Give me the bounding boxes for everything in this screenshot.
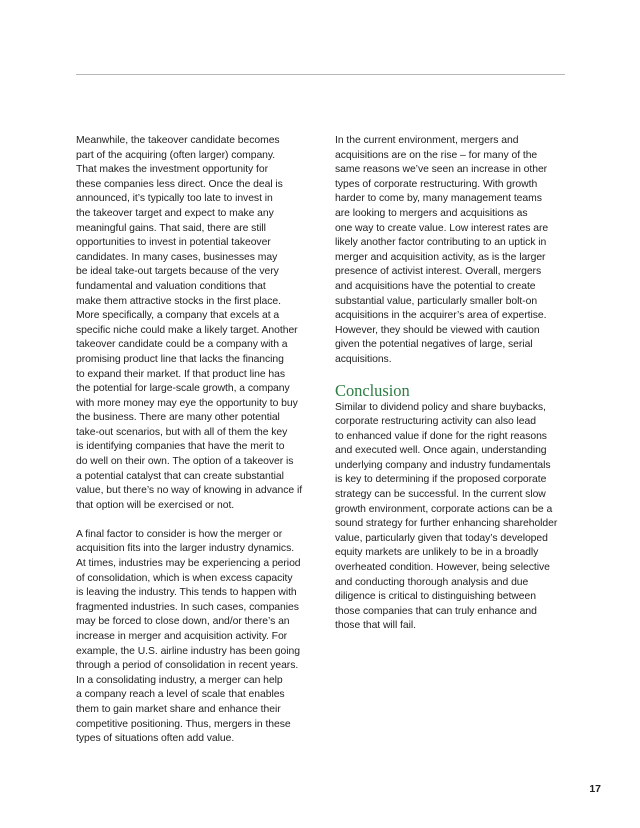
text-line: likely another factor contributing to an uptick in xyxy=(335,237,547,249)
text-line: types of corporate restructuring. With growth xyxy=(335,178,538,190)
text-line: opportunities to invest in potential takeover xyxy=(76,237,271,249)
text-line: In the current environment, mergers and xyxy=(335,135,519,146)
text-line: one way to create value. Low interest rates are xyxy=(335,222,549,234)
text-line: acquisitions in the acquirer’s area of expertise. xyxy=(335,310,547,322)
text-line: a potential catalyst that can create substantial xyxy=(76,470,284,482)
text-line: is leaving the industry. This tends to happen with xyxy=(76,587,297,599)
text-line: do well on their own. The option of a takeover is xyxy=(76,456,294,468)
text-line: More specifically, a company that excels at a xyxy=(76,310,280,322)
text-line: the takeover target and expect to make any xyxy=(76,207,274,219)
text-line: substantial value, particularly smaller bolt-on xyxy=(335,295,538,307)
text-line: fundamental and valuation conditions that xyxy=(76,280,266,292)
paragraph-current-environment xyxy=(335,134,571,368)
text-line: types of situations often add value. xyxy=(76,733,235,745)
left-column xyxy=(76,134,312,747)
text-line: presence of activist interest. Overall, mergers xyxy=(335,266,542,278)
text-line: corporate restructuring activity can also lead xyxy=(335,416,536,428)
section-heading-conclusion: Conclusion xyxy=(335,380,410,400)
text-line: candidates. In many cases, businesses may xyxy=(76,251,278,263)
text-line: same reasons we’ve seen an increase in other xyxy=(335,164,548,176)
text-line: is identifying companies that have the merit to xyxy=(76,441,285,453)
text-line: harder to come by, many management teams xyxy=(335,193,542,205)
text-line: At times, industries may be experiencing a period xyxy=(76,558,301,570)
header-rule xyxy=(76,74,565,75)
text-line: make them attractive stocks in the first place. xyxy=(76,295,281,307)
text-line: of consolidation, which is when excess capacity xyxy=(76,572,293,584)
text-line: is key to determining if the proposed corporate xyxy=(335,474,547,486)
text-line: those that will fail. xyxy=(335,620,416,632)
text-line: strategy can be successful. In the current slow xyxy=(335,489,546,501)
paragraph-industry-dynamics xyxy=(76,528,312,747)
text-line: acquisitions are on the rise – for many of the xyxy=(335,149,538,161)
text-line: a company reach a level of scale that enables xyxy=(76,689,285,701)
text-line: increase in merger and acquisition activity. For xyxy=(76,630,288,642)
text-line: competitive positioning. Thus, mergers in these xyxy=(76,718,291,730)
paragraph-takeover-candidates xyxy=(76,134,312,513)
text-line: given the potential negatives of large, serial xyxy=(335,339,533,351)
text-line: and executed well. Once again, understanding xyxy=(335,445,547,457)
text-line: part of the acquiring (often larger) company. xyxy=(76,149,276,161)
text-line: value, particularly given that today’s developed xyxy=(335,532,548,544)
text-line: are looking to mergers and acquisitions as xyxy=(335,207,528,219)
text-line: example, the U.S. airline industry has been going xyxy=(76,645,300,657)
text-line: acquisition fits into the larger industry dynamics. xyxy=(76,543,295,555)
text-line: those companies that can truly enhance and xyxy=(335,605,537,617)
text-line: equity markets are unlikely to be in a broadly xyxy=(335,547,539,559)
text-line: announced, it’s typically too late to invest in xyxy=(76,193,273,205)
text-line: the potential for large-scale growth, a company xyxy=(76,383,290,395)
text-line: that option will be exercised or not. xyxy=(76,499,235,511)
text-line: and conducting thorough analysis and due xyxy=(335,576,529,588)
text-line: fragmented industries. In such cases, companies xyxy=(76,601,299,613)
text-line: A final factor to consider is how the merger or xyxy=(76,528,283,540)
text-line: may be forced to close down, and/or there’s an xyxy=(76,616,290,628)
text-line: through a period of consolidation in recent years. xyxy=(76,660,299,672)
text-line: the business. There are many other potential xyxy=(76,412,280,424)
text-line: these companies less direct. Once the deal is xyxy=(76,178,283,190)
text-line: and acquisitions have the potential to create xyxy=(335,280,536,292)
text-line: them to gain market share and enhance their xyxy=(76,703,281,715)
text-line: However, they should be viewed with caution xyxy=(335,324,540,336)
text-line: be ideal take-out targets because of the very xyxy=(76,266,279,278)
text-line: promising product line that lacks the financing xyxy=(76,353,284,365)
right-column xyxy=(335,134,571,634)
text-line: Similar to dividend policy and share buybacks, xyxy=(335,401,546,413)
text-line: growth environment, corporate actions can be a xyxy=(335,503,553,515)
text-line: take-out scenarios, but with all of them the key xyxy=(76,426,288,438)
text-line: sound strategy for further enhancing shareholder xyxy=(335,518,558,530)
text-line: with more money may eye the opportunity to buy xyxy=(76,397,298,409)
text-line: merger and acquisition activity, as is the larger xyxy=(335,251,546,263)
text-line: That makes the investment opportunity for xyxy=(76,164,269,176)
text-line: meaningful gains. That said, there are still xyxy=(76,222,266,234)
text-line: overheated condition. However, being selective xyxy=(335,562,550,574)
text-line: to expand their market. If that product line has xyxy=(76,368,285,380)
paragraph-conclusion xyxy=(335,401,571,635)
text-line: takeover candidate could be a company with a xyxy=(76,339,288,351)
text-line: diligence is critical to distinguishing between xyxy=(335,591,536,603)
text-line: Meanwhile, the takeover candidate becomes xyxy=(76,135,280,146)
page-number: 17 xyxy=(589,783,601,795)
text-line: to enhanced value if done for the right reasons xyxy=(335,430,547,442)
text-line: acquisitions. xyxy=(335,353,392,365)
text-line: In a consolidating industry, a merger can help xyxy=(76,674,283,686)
text-line: value, but there’s no way of knowing in advance if xyxy=(76,485,303,497)
text-line: specific niche could make a likely target. Another xyxy=(76,324,298,336)
text-line: underlying company and industry fundamentals xyxy=(335,459,551,471)
